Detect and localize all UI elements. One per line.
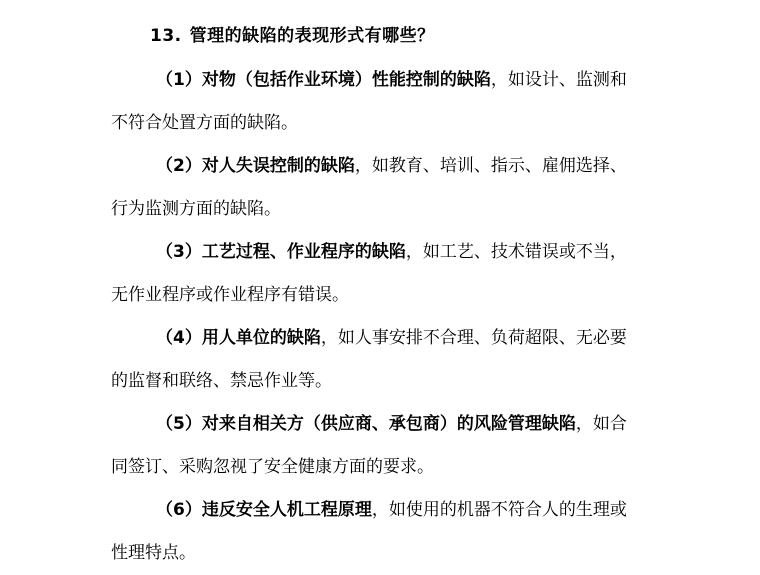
- question-text: 管理的缺陷的表现形式有哪些？: [189, 26, 435, 46]
- item-emphasis: 对物（包括作业环境）性能控制的缺陷: [201, 70, 491, 90]
- item-emphasis: 对人失误控制的缺陷: [201, 156, 355, 176]
- answer-item-3-line-2: 无作业程序或作业程序有错误。: [111, 285, 349, 305]
- answer-item-6-line-1: [111, 489, 651, 532]
- item-prefix: （4）: [156, 328, 202, 348]
- item-emphasis: 对来自相关方（供应商、承包商）的风险管理缺陷: [201, 414, 576, 434]
- item-text: ，如人事安排不合理、负荷超限、无必要: [320, 328, 627, 348]
- item-prefix: （1）: [156, 70, 202, 90]
- item-emphasis: 违反安全人机工程原理: [201, 500, 372, 520]
- answer-item-4: [111, 317, 651, 403]
- item-text: ，如设计、监测和: [490, 70, 627, 90]
- answer-item-1-line-2: 不符合处置方面的缺陷。: [111, 113, 298, 133]
- item-prefix: （3）: [156, 242, 202, 262]
- answer-item-3-line-1: [111, 231, 651, 274]
- answer-item-2-line-1: [111, 145, 651, 188]
- question-heading: [150, 21, 435, 46]
- answer-item-6-line-2: 性理特点。: [111, 543, 196, 563]
- item-prefix: （6）: [156, 500, 202, 520]
- answer-item-2-line-2: 行为监测方面的缺陷。: [111, 199, 281, 219]
- item-text: ，如工艺、技术错误或不当，: [405, 242, 627, 262]
- answer-item-4-line-2: 的监督和联络、禁忌作业等。: [111, 371, 332, 391]
- answer-item-4-line-1: [111, 317, 651, 360]
- item-emphasis: 用人单位的缺陷: [201, 328, 321, 348]
- item-prefix: （2）: [156, 156, 202, 176]
- answer-item-2: [111, 145, 651, 231]
- answer-item-6: [111, 489, 651, 575]
- item-prefix: （5）: [156, 414, 202, 434]
- answer-item-1-line-1: [111, 59, 651, 102]
- item-text: ，如合: [575, 414, 627, 434]
- item-emphasis: 工艺过程、作业程序的缺陷: [201, 242, 406, 262]
- item-text: ，如教育、培训、指示、雇佣选择、: [354, 156, 627, 176]
- question-number: 13.: [150, 26, 182, 46]
- item-text: ，如使用的机器不符合人的生理或: [371, 500, 627, 520]
- answer-item-1: [111, 59, 651, 145]
- answer-item-5-line-1: [111, 403, 651, 446]
- answer-item-5: [111, 403, 651, 489]
- answer-item-3: [111, 231, 651, 317]
- answer-item-5-line-2: 同签订、采购忽视了安全健康方面的要求。: [111, 457, 434, 477]
